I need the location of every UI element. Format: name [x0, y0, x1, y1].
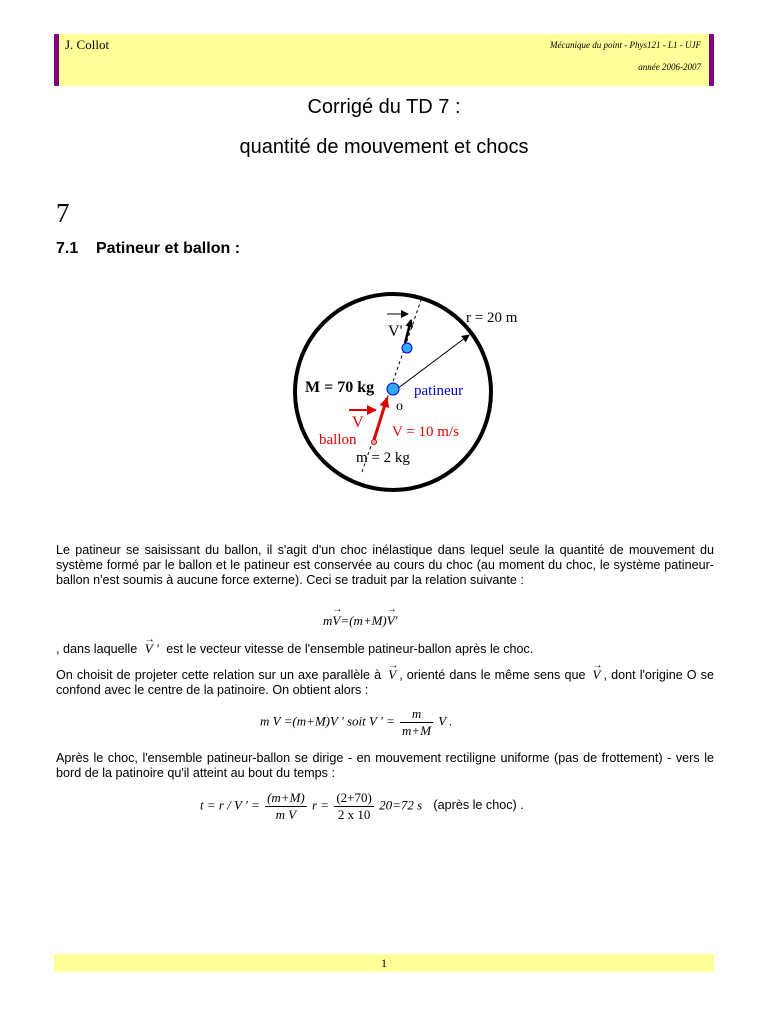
equation-momentum: m→ V=(m+M)→ V' [323, 613, 398, 629]
page-number: 1 [381, 956, 387, 970]
ball-dot [372, 440, 377, 445]
header-author: J. Collot [65, 37, 110, 52]
page-header [54, 34, 714, 86]
fraction-mass-ratio: $\frac{m}{m+M}$ [402, 706, 432, 738]
section-number: 7.1 [56, 240, 79, 257]
final-velocity-arrow [405, 320, 411, 343]
skater-mass-label: M = 70 kg [305, 379, 375, 396]
ball-mass-label: m = 2 kg [356, 450, 410, 466]
paragraph-after-collision: Après le choc, l'ensemble patineur-ballon se dirige - en mouvement rectiligne uniforme (pas de frottement) - vers le bord de la patinoire qu'il atteint au bout du temps : [56, 751, 714, 780]
document-title-line1: Corrigé du TD 7 : [307, 96, 461, 118]
header-course: Mécanique du point - Phys121 - L1 - UJF [550, 40, 701, 50]
ball-velocity-arrow [374, 398, 387, 440]
header-year: année 2006-2007 [638, 62, 701, 72]
equation-note: (après le choc) . [433, 798, 524, 813]
paragraph-intro: Le patineur se saisissant du ballon, il s'agit d'un choc inélastique dans lequel seule la quantité de mouvement du système formé par le ballon et le patineur est conservée au cours du choc (au moment du choc, le système patineur-ballon n'est soumis à aucune force externe). Ceci se traduit par la relation suivante : [56, 543, 714, 587]
paragraph-definition: , dans laquelle → V ' est le vecteur vitesse de l'ensemble patineur-ballon après le choc. [56, 641, 714, 657]
fraction-time-1: $\frac{(m+M)}{\text{m V}}$ [267, 790, 305, 822]
section-heading [56, 240, 240, 258]
section-title: Patineur et ballon : [96, 240, 241, 257]
ball-speed-label: V = 10 m/s [392, 424, 459, 440]
ball-label: ballon [319, 432, 357, 448]
page-footer [54, 954, 714, 972]
chapter-number: 7 [56, 198, 70, 228]
skater-label: patineur [414, 383, 464, 399]
final-vector-label: V' [388, 323, 403, 340]
radius-label: r = 20 m [466, 310, 518, 326]
document-title-line2: quantité de mouvement et chocs [239, 136, 529, 158]
rink-diagram [284, 290, 544, 510]
fraction-time-2: $\frac{(2+70)}{2 x 10}$ [336, 790, 372, 822]
equation-velocity: m V =(m+M)V ' soit V ' = $\frac{m}{m+M}$ V . [260, 706, 453, 738]
paragraph-projection: On choisit de projeter cette relation sur un axe parallèle à → V , orienté dans le même sens que → V , dont l'origine O se confond avec le centre de la patinoire. On obtient alors : [56, 667, 714, 698]
skater-after-dot [402, 343, 412, 353]
skater-dot [387, 383, 399, 395]
equation-time: t = r / V ' = $\frac{(m+M)}{\text{m V}}$ r = $\frac{(2+70)}{2 x 10}$ 20=72 s (après le choc) . [200, 790, 524, 822]
origin-label: o [396, 399, 403, 414]
ball-vector-label: V [352, 414, 364, 431]
